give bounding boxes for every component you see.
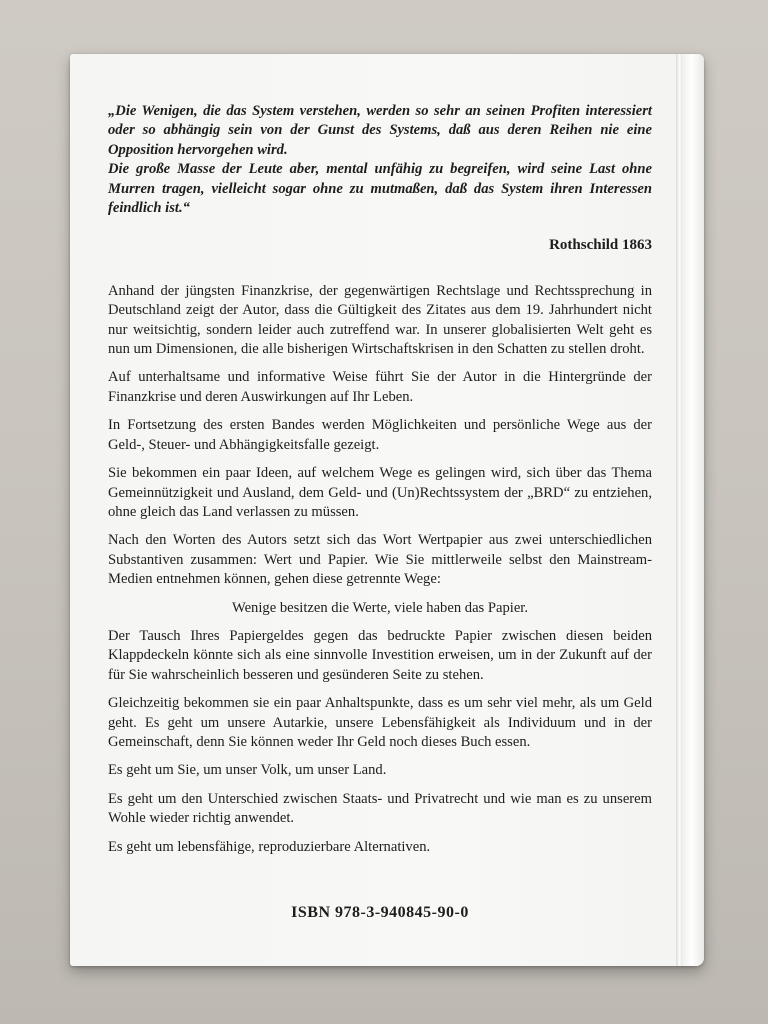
book-spine-edge (682, 54, 704, 966)
blurb-centered-line: Wenige besitzen die Werte, viele haben das Papier. (231, 599, 529, 616)
blurb-paragraph: Es geht um Sie, um unser Volk, um unser Land. (108, 762, 387, 779)
blurb-paragraph: Gleichzeitig bekommen sie ein paar Anhaltspunkte, dass es um sehr viel mehr, als um Geld geht. Es geht um unsere Autarkie, unsere Lebensfähigkeit als Individuum und in der Gemeinschaft, denn Sie können weder Ihr Geld noch dieses Buch essen. (108, 695, 652, 750)
blurb-paragraph: Auf unterhaltsame und informative Weise führt Sie der Autor in die Hintergründe der Finanzkrise und deren Auswirkungen auf Ihr Leben. (108, 369, 652, 405)
isbn-number: ISBN 978-3-940845-90-0 (291, 904, 469, 921)
quote-attribution: Rothschild 1863 (549, 237, 652, 254)
blurb-paragraph: Es geht um den Unterschied zwischen Staats- und Privatrecht und wie man es zu unserem Wohle wieder richtig anwendet. (108, 790, 652, 827)
blurb (108, 282, 652, 857)
blurb-paragraph: Nach den Worten des Autors setzt sich das Wort Wertpapier aus zwei unterschiedlichen Substantiven zusammen: Wert und Papier. Wie Sie mittlerweile selbst den Mainstream-Medien entnehmen können, gehen diese getrennte Wege: (108, 532, 652, 588)
book-back-cover (70, 54, 704, 966)
blurb-paragraph: Anhand der jüngsten Finanzkrise, der gegenwärtigen Rechtslage und Rechtssprechung in Deutschland zeigt der Autor, dass die Gültigkeit des Zitates aus dem 19. Jahrhundert nicht nur weitsichtig, sondern leider auch zutreffend war. In unserer globalisierten Welt geht es nun um Dimensionen, die alle bisherigen Wirtschaftskrisen in den Schatten zu stellen droht. (108, 282, 652, 358)
quote-paragraph: Die große Masse der Leute aber, mental unfähig zu begreifen, wird seine Last ohne Murren tragen, vielleicht sogar ohne zu mutmaßen, daß das System ihren Interessen feindlich ist.“ (108, 161, 652, 217)
blurb-paragraph: Der Tausch Ihres Papiergeldes gegen das bedruckte Papier zwischen diesen beiden Klappdeckeln könnte sich als eine sinnvolle Investition erweisen, um in der Zukunft auf der für Sie wahrscheinlich besseren und gesünderen Seite zu stehen. (108, 627, 652, 683)
blurb-paragraph: In Fortsetzung des ersten Bandes werden Möglichkeiten und persönliche Wege aus der Geld-, Steuer- und Abhängigkeitsfalle gezeigt. (108, 417, 652, 453)
blurb-paragraph: Es geht um lebensfähige, reproduzierbare Alternativen. (108, 838, 431, 855)
blurb-paragraph: Sie bekommen ein paar Ideen, auf welchem Wege es gelingen wird, sich über das Thema Gemeinnützigkeit und Ausland, dem Geld- und (Un)Rechtssystem der „BRD“ zu entziehen, ohne gleich das Land verlassen zu müssen. (108, 465, 652, 520)
rothschild-quote (108, 102, 652, 218)
quote-paragraph: „Die Wenigen, die das System verstehen, werden so sehr an seinen Profiten interessiert oder so abhängig sein von der Gunst des Systems, daß aus deren Reihen nie eine Opposition hervorgehen wird. (108, 103, 652, 158)
cover-text (108, 102, 652, 866)
